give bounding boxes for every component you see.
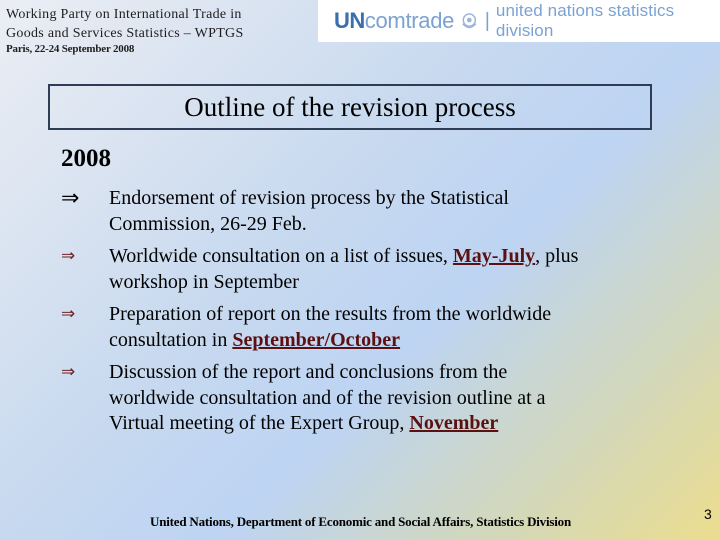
slide-title-box [48,84,652,130]
un-comtrade-logo [318,0,720,42]
footer-text: United Nations, Department of Economic and Social Affairs, Statistics Division [150,514,571,529]
list-item [61,302,681,353]
bullet-line: , plus [535,245,579,267]
bullet-text [109,360,546,437]
bullet-line: worldwide consultation and of the revision outline at a [109,386,546,409]
double-arrow-icon: ⇒ [61,246,76,266]
double-arrow-icon: ⇒ [61,186,80,211]
double-arrow-icon: ⇒ [61,304,76,324]
logo-comtrade-text: comtrade [364,8,455,33]
logo-un-text: UN [334,8,365,33]
slide-title: Outline of the revision process [184,91,516,122]
bullet-line: Discussion of the report and conclusions from the [109,361,508,383]
year-heading: 2008 [61,145,111,172]
bullet-line: Worldwide consultation on a list of issues, [109,245,453,267]
logo-division-text: united nations statistics division [495,1,675,40]
bullet-line: Preparation of report on the results from the worldwide [109,303,552,325]
bullet-line: Endorsement of revision process by the Statistical [109,187,509,209]
header-title-line2: Goods and Services Statistics – WPTGS [6,26,244,41]
page-number: 3 [704,506,712,522]
emphasis-date: May-July [452,245,536,267]
emphasis-date: September/October [232,328,401,351]
header-title [6,5,244,43]
bullet-line: Commission, 26-29 Feb. [109,212,307,235]
bullet-line: Virtual meeting of the Expert Group, [109,412,410,434]
bullet-list [61,186,681,444]
list-item [61,244,681,295]
list-item [61,360,681,437]
header-title-line1: Working Party on International Trade in [6,7,242,22]
emphasis-date: November [409,412,499,434]
logo-separator: | [484,9,490,32]
bullet-text [109,186,509,237]
bullet-line: workshop in September [109,270,299,293]
bullet-line: consultation in [109,328,233,351]
bullet-text [109,244,578,295]
un-emblem-icon [460,10,479,32]
double-arrow-icon: ⇒ [61,362,76,382]
list-item [61,186,681,237]
bullet-text [109,302,551,353]
header-subtitle: Paris, 22-24 September 2008 [6,43,135,55]
